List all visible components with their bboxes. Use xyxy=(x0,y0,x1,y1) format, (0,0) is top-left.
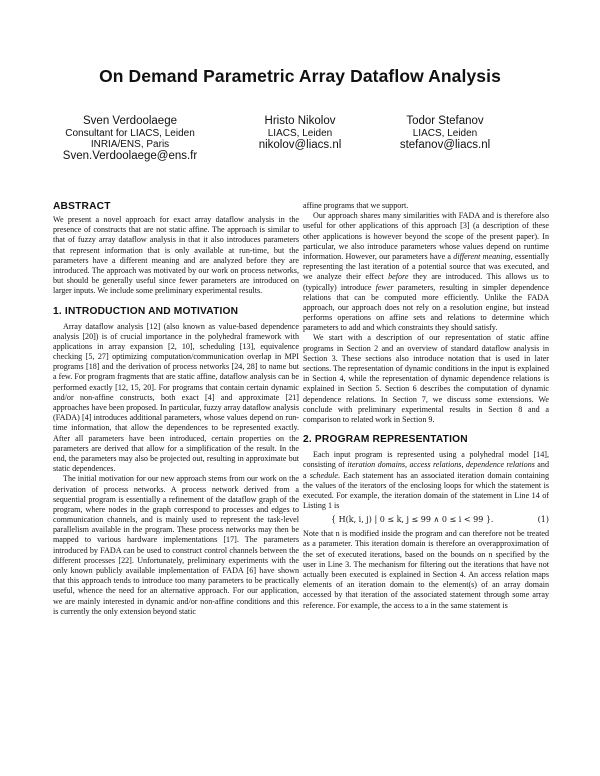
author-name: Hristo Nikolov xyxy=(264,115,336,127)
emphasis-text: different meaning xyxy=(453,251,511,261)
author-block-1 xyxy=(55,115,205,163)
abstract-text: We present a novel approach for exact array dataflow analysis in the presence of constructs that are not static affine. The approach is similar to that of fuzzy array dataflow analysis in that it also introduces parameters that represent information that is only available at run-time, but the parameters have a different meaning and are analyzed before they are introduced. The approach was motivated by our work on process networks, but should be generally useful since fewer parameters are introduced on larger inputs. We include some preliminary experimental results. xyxy=(53,215,299,296)
emphasis-text: schedule xyxy=(309,470,339,480)
emphasis-text: fewer xyxy=(375,282,394,292)
equation-1 xyxy=(303,514,549,526)
emphasis-text: dependence relations xyxy=(465,460,535,470)
author-email: Sven.Verdoolaege@ens.fr xyxy=(62,150,198,162)
emphasis-text: access relations xyxy=(409,460,462,470)
left-column xyxy=(53,201,299,617)
emphasis-text: iteration domains xyxy=(347,460,406,470)
abstract-heading: ABSTRACT xyxy=(53,201,111,212)
author-name: Todor Stefanov xyxy=(406,115,484,127)
intro-paragraph-4: Our approach shares many similarities with FADA and is therefore also useful for other applications of this approach [3] (a description of these other applications is however beyond the scope of the present paper). In particular, we also introduce parameters whose values depend on runtime information. However, our parameters have a different meaning, essentially representing the last iteration of a potential source that was executed, and we analyze their effect before they are introduced. This allows us to (typically) introduce fewer parameters, resulting in simpler dependence relations that can be computed more efficiently. Unlike the FADA approach, our approach does not rely on a resolution engine, but instead performs operations on affine sets and relations to determine which parameters to add and which constraints they should satisfy. xyxy=(303,211,550,333)
intro-paragraph-3: affine programs that we support. xyxy=(303,201,409,210)
author-email: stefanov@liacs.nl xyxy=(399,139,491,151)
author-affiliation: Consultant for LIACS, Leiden xyxy=(65,128,195,139)
author-affiliation: INRIA/ENS, Paris xyxy=(90,139,170,150)
representation-paragraph-2: Note that n is modified inside the program and can therefore not be treated as a parameter. This iteration domain is therefore an overapproximation of the set of executed iterations, based on the bounds on n specified by the user in Line 3. The mechanism for filtering out the iterations that have not actually been executed is explained in Section 4. An access relation maps elements of an iteration domain to the element(s) of an array domain accessed by that iteration of the associated statement through some array reference. For example, the access to a in the same statement is xyxy=(303,529,549,610)
author-email: nikolov@liacs.nl xyxy=(258,139,342,151)
section-2-heading: 2. PROGRAM REPRESENTATION xyxy=(303,434,468,446)
intro-paragraph-1: Array dataflow analysis [12] (also known as value-based dependence analysis [20]) is of crucial importance in the polyhedral framework with applications in array expansion [2, 10], scheduling [13], equivalence checking [5, 27] optimizing computation/communication overlap in MPI programs [18] and the derivation of process networks [24, 28] to name but a few. For program fragments that are static affine, dataflow analysis can be performed exactly [12, 15, 20]. For programs that contain certain dynamic and/or non-affine constructs, both exact [4] and approximate [21] approaches have been proposed. In particular, fuzzy array dataflow analysis (FADA) [4] introduces additional parameters, whose values depend on run-time information, that allow the dependences to be represented exactly. After all parameters have been introduced, certain properties on the parameters are derived that allow for a simplification of the result. In the end, the parameters may also be projected out, resulting in approximate but static dependences. xyxy=(53,321,299,474)
paper-title: On Demand Parametric Array Dataflow Analysis xyxy=(99,66,501,86)
equation-expression: { H(k, i, j) | 0 ≤ k, j ≤ 99 ∧ 0 ≤ i < 99 }. xyxy=(331,515,494,525)
section-1-heading: 1. INTRODUCTION AND MOTIVATION xyxy=(53,305,239,317)
right-column xyxy=(303,201,549,611)
representation-paragraph-1: Each input program is represented using a polyhedral model [14], consisting of iteration domains, access relations, dependence relations and a schedule. Each statement has an associated iteration domain containing the values of the iterators of the enclosing loops for which the statement is executed. For example, the iteration domain of the statement in Line 14 of Listing 1 is xyxy=(303,450,549,511)
emphasis-text: before xyxy=(388,272,409,282)
intro-paragraph-2: The initial motivation for our new approach stems from our work on the derivation of process networks. A process network derived from a sequential program is essentially a refinement of the dataflow graph of the program, where nodes in the graph correspond to processes and edges to communication channels, and is mainly used to represent the task-level parallelism available in the program. These process networks may then be mapped to various hardware implementations [17]. The parameters introduced by FADA can be used to construct control channels between the different processes [22]. Unfortunately, preliminary experiments with the only known publicly available implementation of FADA [6] have shown that this approach tends to introduce too many parameters to be practically useful, whence the need for an alternative approach. For our application, we are mainly interested in dynamic and/or non-affine conditions and this is currently the only extension beyond static xyxy=(53,474,299,616)
author-block-3 xyxy=(380,115,510,152)
equation-number: (1) xyxy=(537,515,549,525)
intro-paragraph-5: We start with a description of our representation of static affine programs in Section 2 and an overview of standard dataflow analysis in Section 3. These sections also introduce notation that is used in later sections. The representation of dynamic conditions in the input is explained in Section 4, while the representation of dynamic dependence relations is explained in Section 5. Section 6 describes the computation of dynamic dependence relations. In Section 7, we discuss some extensions. We conclude with preliminary experimental results in Section 8 and a comparison to related work in Section 9. xyxy=(303,333,549,424)
author-block-2 xyxy=(240,115,360,152)
author-name: Sven Verdoolaege xyxy=(83,115,177,127)
author-affiliation: LIACS, Leiden xyxy=(412,128,478,139)
author-affiliation: LIACS, Leiden xyxy=(267,128,333,139)
